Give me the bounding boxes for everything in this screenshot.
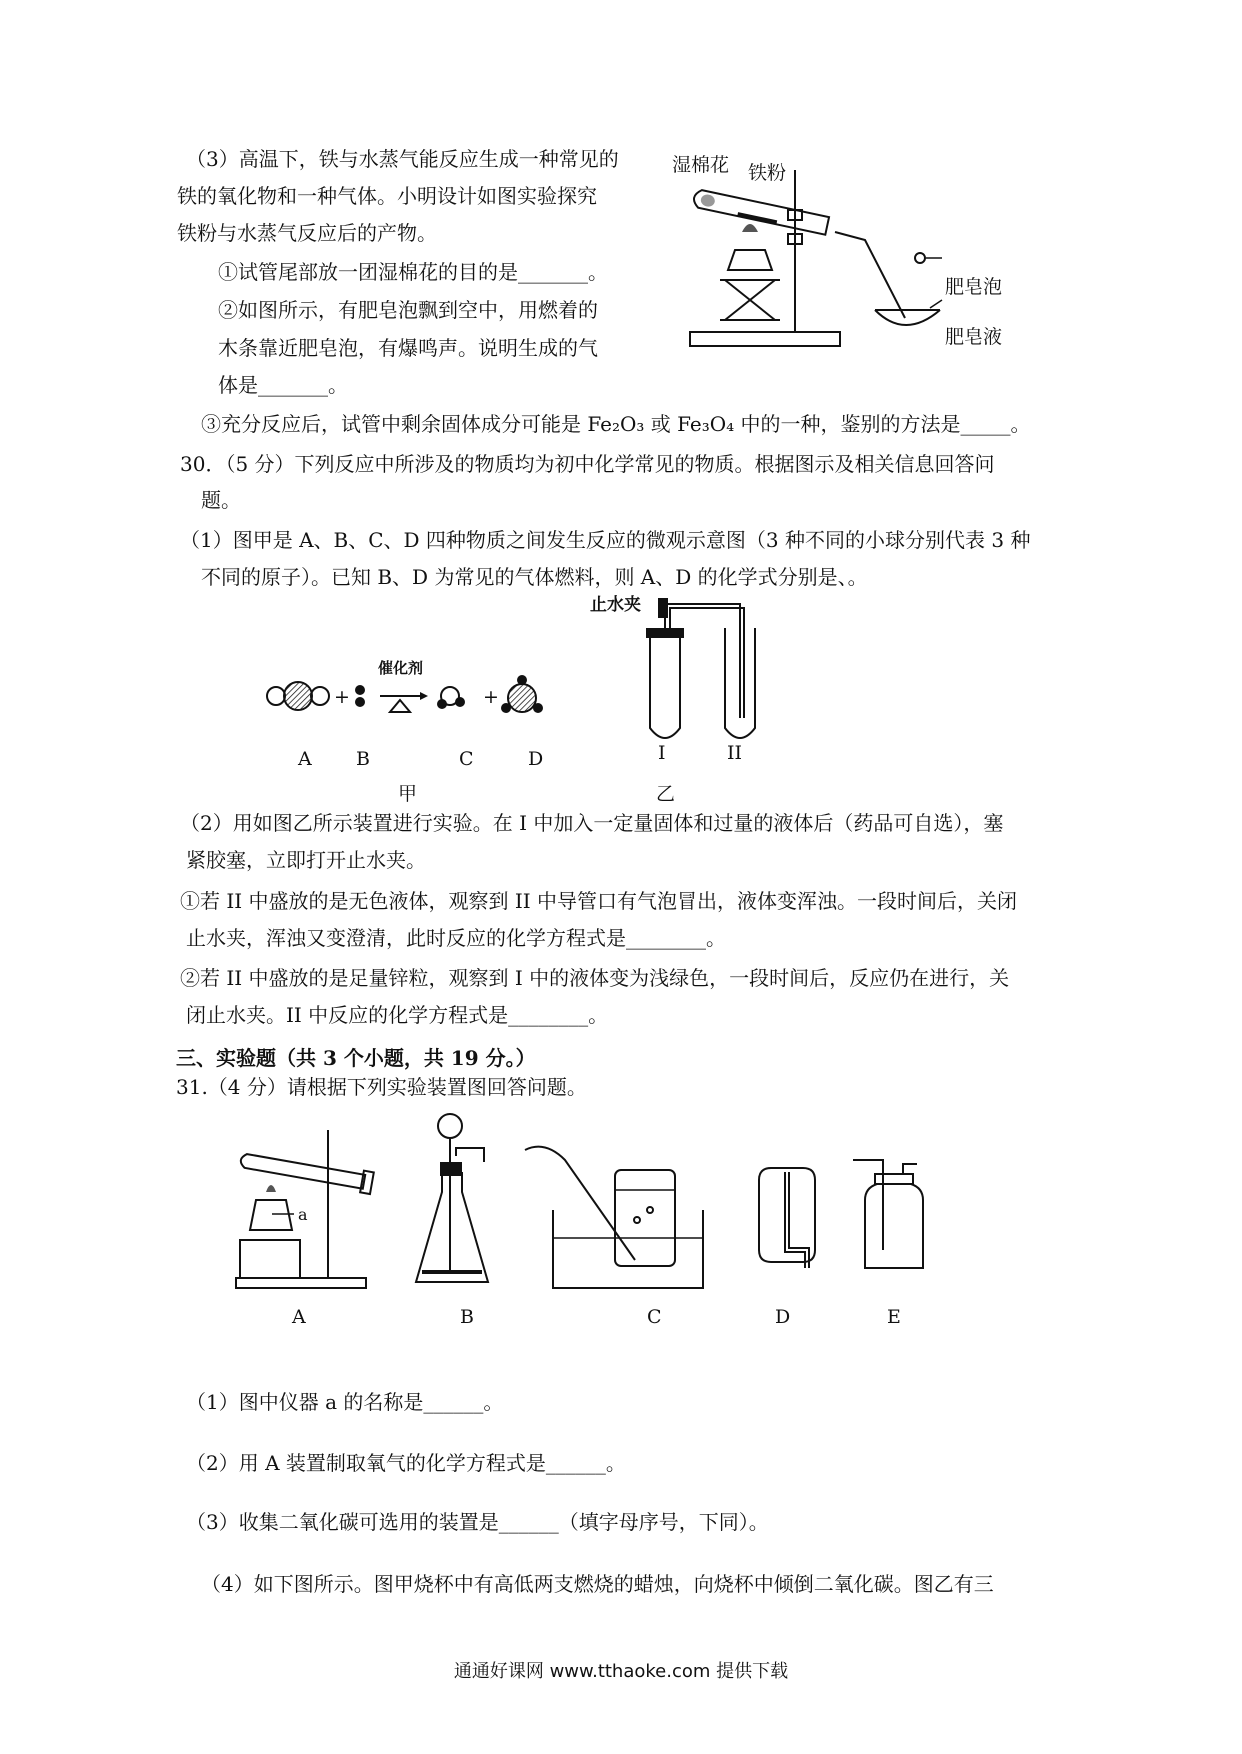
section-3-heading: 三、实验题（共 3 个小题，共 19 分。） [176,1046,536,1070]
label-wet-cotton: 湿棉花 [672,154,730,176]
q30-s1-line1: ①若 II 中盛放的是无色液体，观察到 II 中导管口有气泡冒出，液体变浑浊。一段时间后，关闭 [180,889,1018,913]
q29-p3-line1: （3）高温下，铁与水蒸气能反应生成一种常见的 [186,147,619,171]
stand-base [690,332,840,346]
molecule-c [437,687,465,709]
rubber-stopper [440,1162,462,1176]
label-soap-bubble: 肥皂泡 [945,276,1003,298]
alcohol-lamp [250,1200,292,1230]
q29-p3-line3: 铁粉与水蒸气反应后的产物。 [177,221,437,245]
q30-p2-line2: 紧胶塞，立即打开止水夹。 [186,848,426,872]
soap-dish [875,310,940,325]
figure-yi-caption: 乙 [656,783,676,805]
gas-jar [615,1170,675,1266]
tube-1-label: I [658,742,666,764]
alcohol-burner [728,250,772,270]
label-b: B [356,748,370,770]
catalyst-triangle [390,700,410,712]
short-tube [903,1164,917,1174]
flame [742,224,758,232]
label-soap-liquid: 肥皂液 [945,326,1003,348]
micro-reaction-diagram [260,670,560,730]
plus-sign: + [334,686,350,708]
tube-2-label: II [727,742,743,764]
q29-sub3: ③充分反应后，试管中剩余固体成分可能是 Fe₂O₃ 或 Fe₃O₄ 中的一种，鉴别的方法是_____。 [201,412,1031,436]
q30-p2-line1: （2）用如图乙所示装置进行实验。在 I 中加入一定量固体和过量的液体后（药品可自选），塞 [180,811,1004,835]
soap-bubble [915,253,925,263]
flame [266,1185,276,1192]
label-a: A [298,748,312,770]
q29-sub1: ①试管尾部放一团湿棉花的目的是_______。 [218,260,608,284]
connecting-tube [665,604,740,718]
q29-sub2-line3: 体是_______。 [218,373,348,397]
label-c: C [459,748,474,770]
q31-p3: （3）收集二氧化碳可选用的装置是______（填字母序号，下同）。 [186,1510,769,1534]
plus-sign: + [483,686,499,708]
q31-intro: 31.（4 分）请根据下列实验装置图回答问题。 [176,1075,587,1099]
gas-bottle [865,1184,923,1268]
label-iron-powder: 铁粉 [748,162,787,184]
instrument-a-letter: a [298,1205,308,1224]
separatory-funnel [438,1114,462,1138]
apparatus-e [853,1150,943,1280]
delivery-tube [525,1147,635,1260]
apparatus-label-d: D [775,1306,791,1328]
apparatus-c [525,1140,715,1295]
two-tube-apparatus [640,598,800,748]
wooden-block [240,1240,300,1278]
q29-sub2-line1: ②如图所示，有肥皂泡飘到空中，用燃着的 [218,298,598,322]
q29-p3-line2: 铁的氧化物和一种气体。小明设计如图实验探究 [177,184,597,208]
figure-jia-caption: 甲 [398,783,418,805]
q30-p1-line1: （1）图甲是 A、B、C、D 四种物质之间发生反应的微观示意图（3 种不同的小球分别代表 3 种 [180,528,1031,552]
wet-cotton [700,193,716,208]
q29-sub2-line2: 木条靠近肥皂泡，有爆鸣声。说明生成的气 [218,336,598,360]
q30-intro-line2: 题。 [201,488,241,512]
test-tube [239,1149,374,1194]
apparatus-b [412,1112,512,1292]
apparatus-label-c: C [647,1306,662,1328]
stand-base [236,1278,366,1288]
rubber-stopper [646,628,684,638]
apparatus-a [236,1130,396,1290]
q31-p1: （1）图中仪器 a 的名称是______。 [186,1390,504,1414]
tube-1 [650,628,680,738]
delivery-tube [835,232,905,318]
q30-s2-line1: ②若 II 中盛放的是足量锌粒，观察到 I 中的液体变为浅绿色，一段时间后，反应仍在进行，关 [180,966,1010,990]
q31-p4: （4）如下图所示。图甲烧杯中有高低两支燃烧的蜡烛，向烧杯中倾倒二氧化碳。图乙有三 [201,1572,994,1596]
molecule-b [355,685,365,707]
delivery-tube [456,1148,484,1162]
molecule-d [501,675,543,713]
apparatus-d [745,1150,825,1280]
molecule-a [267,682,329,710]
lab-jack [725,280,775,320]
page-footer: 通通好课网 www.tthaoke.com 提供下载 [453,1661,789,1682]
test-tube [692,189,829,235]
water-clamp [658,598,668,618]
q30-intro-line1: 30．（5 分）下列反应中所涉及的物质均为初中化学常见的物质。根据图示及相关信息回答问 [180,452,995,476]
q31-p2: （2）用 A 装置制取氧气的化学方程式是______。 [186,1451,626,1475]
bottle-neck [875,1174,913,1184]
clamp-label: 止水夹 [590,595,641,615]
apparatus-label-e: E [887,1306,901,1328]
q30-s1-line2: 止水夹，浑浊又变澄清，此时反应的化学方程式是________。 [186,926,726,950]
apparatus-label-a: A [292,1306,306,1328]
conical-flask [416,1172,488,1282]
label-d: D [528,748,544,770]
catalyst-label: 催化剂 [378,659,424,677]
apparatus-label-b: B [460,1306,474,1328]
q30-p1-line2: 不同的原子）。已知 B、D 为常见的气体燃料，则 A、D 的化学式分别是、。 [201,565,868,589]
q30-s2-line2: 闭止水夹。II 中反应的化学方程式是________。 [186,1003,609,1027]
